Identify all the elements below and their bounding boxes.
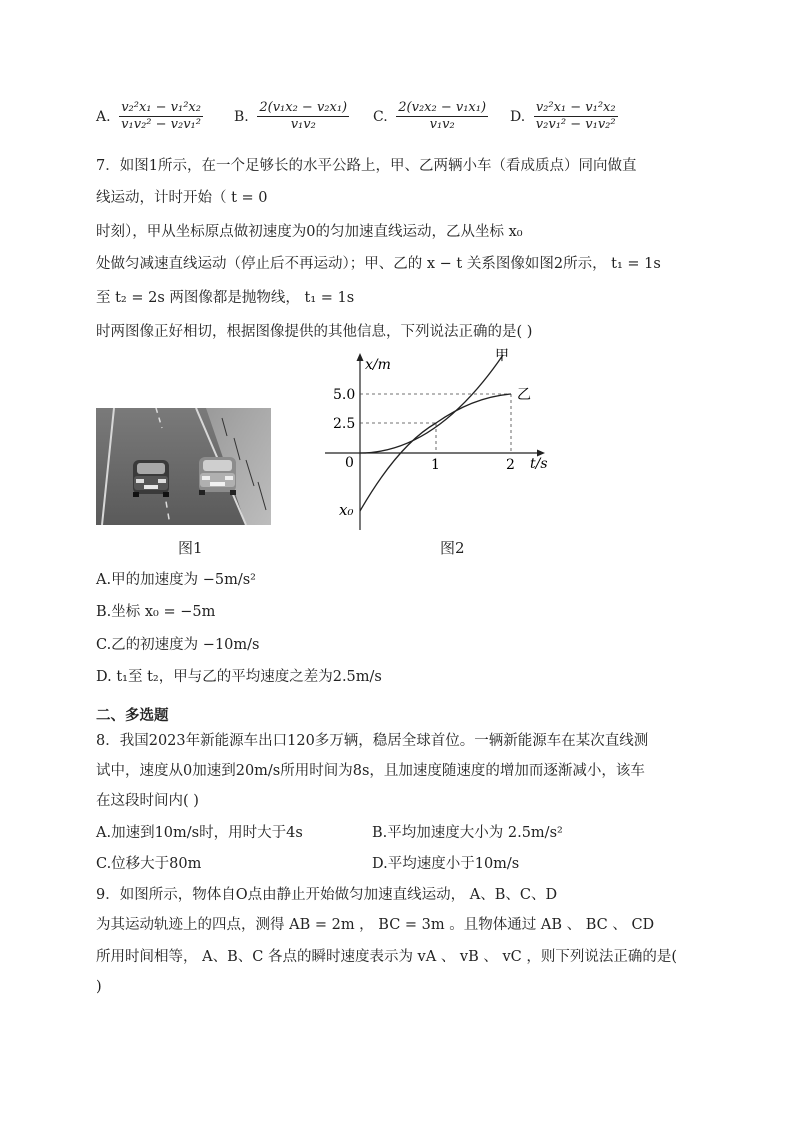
tick-x-1: 1 [431, 457, 440, 473]
q8-line-2: 试中，速度从0加速到20m/s所用时间为8s，且加速度随速度的增加而逐渐减小，该车 [96, 763, 645, 779]
q7-option-d: D. t₁至 t₂，甲与乙的平均速度之差为2.5m/s [96, 669, 382, 685]
q7-line-5: 至 t₂ = 2s 两图像都是抛物线， t₁ = 1s [96, 290, 355, 306]
xt-graph [325, 345, 555, 530]
q9-line-4: ) [96, 979, 102, 995]
curve-yi-label: 乙 [517, 387, 531, 403]
car-left [133, 460, 169, 497]
x0-label: x₀ [339, 501, 354, 519]
road-cars-photo [96, 408, 271, 525]
x-axis-arrow-icon [357, 353, 364, 361]
q8-option-c: C.位移大于80m [96, 856, 202, 872]
section-2-title: 二、多选题 [96, 708, 169, 724]
q7-line-2: 线运动，计时开始（ t = 0 [96, 190, 268, 206]
q9-line-3: 所用时间相等， A、B、C 各点的瞬时速度表示为 vA 、 vB 、 vC ，则下列说法正确的是( [96, 949, 678, 965]
q6-option-d: D. $\frac{\text{v₂²x₁ − v₁²x₂}}{\text{v₂v₁² − v₁v₂²}}$ [510, 100, 616, 132]
q8-line-1: 8．我国2023年新能源车出口120多万辆，稳居全球首位。一辆新能源车在某次直线测 [96, 733, 649, 749]
q7-option-b: B.坐标 x₀ = −5m [96, 604, 216, 620]
x-axis-label: t/s [530, 456, 548, 472]
q9-line-1: 9．如图所示，物体自O点由静止开始做匀加速直线运动， A、B、C、D [96, 887, 558, 903]
tick-x-2: 2 [506, 457, 515, 473]
q8-option-b: B.平均加速度大小为 2.5m/s² [372, 825, 563, 841]
car-right [199, 457, 236, 495]
q6-option-d-fraction: $\frac{\text{v₂²x₁ − v₁²x₂}}{\text{v₂v₁² − v₁v₂²}}$ [535, 100, 616, 132]
curve-jia-label: 甲 [495, 348, 509, 364]
q7-line-6: 时两图像正好相切，根据图像提供的其他信息，下列说法正确的是( ) [96, 324, 533, 340]
origin-label: 0 [345, 455, 354, 471]
tick-y-5: 5.0 [333, 387, 356, 403]
q7-line-4: 处做匀减速直线运动（停止后不再运动）；甲、乙的 x − t 关系图像如图2所示， t₁ = 1s [96, 256, 661, 272]
q8-option-d: D.平均速度小于10m/s [372, 856, 520, 872]
q7-option-a: A.甲的加速度为 −5m/s² [96, 572, 256, 588]
fig2-caption: 图2 [440, 539, 465, 557]
y-axis-label: x/m [365, 357, 391, 373]
q8-option-a: A.加速到10m/s时，用时大于4s [96, 825, 303, 841]
q6-option-a-fraction: $\frac{\text{v₂²x₁ − v₁²x₂}}{\text{v₁v₂² − v₂v₁²}}$ [121, 100, 201, 132]
q7-option-c: C.乙的初速度为 −10m/s [96, 637, 260, 653]
q7-line-1: 7．如图1所示，在一个足够长的水平公路上，甲、乙两辆小车（看成质点）同向做直 [96, 158, 637, 174]
q6-option-b: B. $\frac{\text{2(v₁x₂ − v₂x₁)}}{\text{v₁v₂}}$ [234, 100, 348, 132]
q6-option-b-fraction: $\frac{\text{2(v₁x₂ − v₂x₁)}}{\text{v₁v₂}}$ [259, 100, 348, 132]
fig1-caption: 图1 [178, 539, 203, 557]
q6-option-c-fraction: $\frac{\text{2(v₂x₂ − v₁x₁)}}{\text{v₁v₂}}$ [398, 100, 487, 132]
tick-y-2-5: 2.5 [333, 416, 356, 432]
q8-line-3: 在这段时间内( ) [96, 793, 199, 809]
q7-line-3: 时刻），甲从坐标原点做初速度为0的匀加速直线运动，乙从坐标 x₀ [96, 224, 523, 240]
q6-option-c: C. $\frac{\text{2(v₂x₂ − v₁x₁)}}{\text{v₁v₂}}$ [373, 100, 487, 132]
q6-option-a: A. $\frac{\text{v₂²x₁ − v₁²x₂}}{\text{v₁v₂² − v₂v₁²}}$ [96, 100, 201, 132]
q9-line-2: 为其运动轨迹上的四点，测得 AB = 2m ， BC = 3m 。且物体通过 AB 、 BC 、 CD [96, 917, 655, 933]
